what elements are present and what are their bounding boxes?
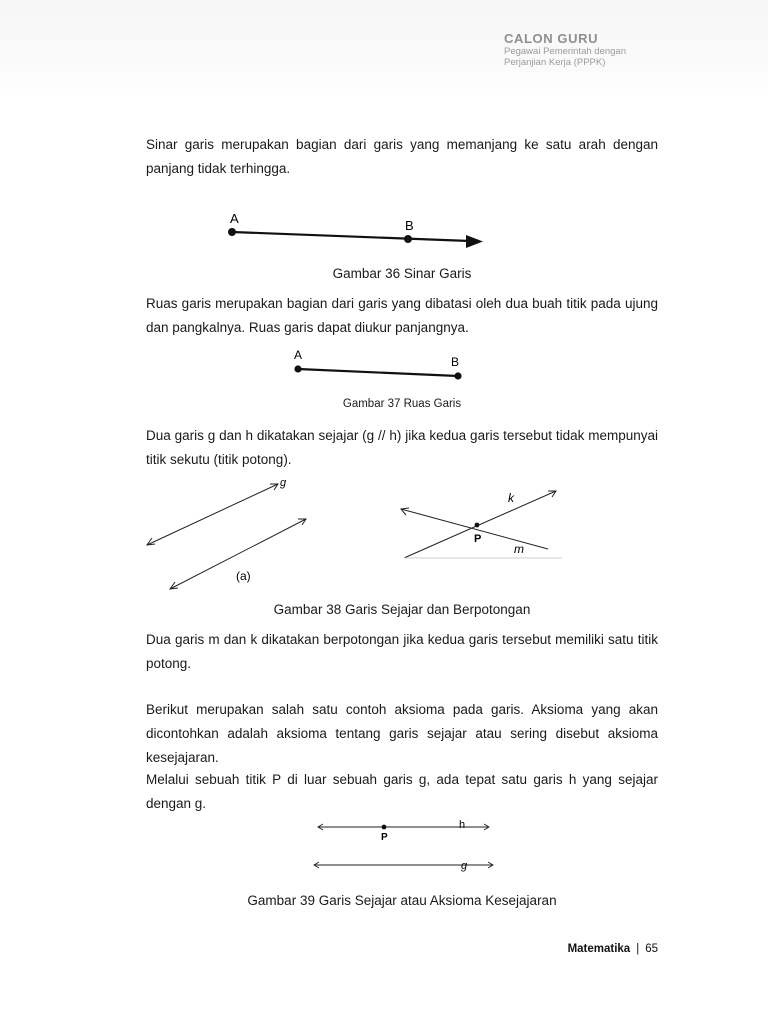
line-k	[404, 491, 556, 558]
intersecting-lines-diagram	[401, 491, 562, 558]
paragraph-garis-sejajar: Dua garis g dan h dikatakan sejajar (g // h) jika kedua garis tersebut tidak mempunyai titik sekutu (titik potong).	[146, 428, 658, 467]
paragraph-sinar-garis: Sinar garis merupakan bagian dari garis yang memanjang ke satu arah dengan panjang tidak terhingga.	[146, 137, 658, 176]
ray-arrowhead	[466, 235, 483, 248]
point-p-axiom	[382, 825, 387, 830]
ray-line	[232, 232, 470, 241]
segment-point-b	[454, 372, 461, 379]
paragraph-aksioma: Berikut merupakan salah satu contoh aksioma pada garis. Aksioma yang akan dicontohkan adalah aksioma tentang garis sejajar atau sering disebut aksioma kesejajaran.	[146, 702, 658, 765]
footer-separator: |	[636, 943, 640, 955]
segment-point-a	[294, 365, 301, 372]
label-b: B	[405, 218, 414, 233]
paragraph-berpotongan: Dua garis m dan k dikatakan berpotongan jika kedua garis tersebut memiliki satu titik potong.	[146, 632, 658, 671]
caption-figure-36: Gambar 36 Sinar Garis	[332, 266, 472, 281]
point-p-intersection	[475, 523, 480, 528]
label-k: k	[508, 491, 514, 505]
header-title: CALON GURU	[504, 31, 599, 46]
arrow-m-left	[401, 508, 409, 515]
caption-figure-39: Gambar 39 Garis Sejajar atau Aksioma Kesejajaran	[247, 893, 557, 908]
label-p: P	[474, 533, 482, 545]
label-h: h	[459, 819, 466, 831]
segment-label-b: B	[451, 355, 460, 369]
paragraph-melalui-titik-p: Melalui sebuah titik P di luar sebuah garis g, ada tepat satu garis h yang sejajar dengan g.	[146, 772, 658, 811]
footer-subject: Matematika	[567, 943, 631, 955]
header-subtitle-line1: Pegawai Pemerintah dengan	[504, 46, 627, 57]
header-subtitle-line2: Perjanjian Kerja (PPPK)	[504, 57, 606, 68]
segment-label-a: A	[294, 348, 303, 362]
page-number: 65	[645, 943, 658, 955]
point-a	[228, 228, 236, 236]
parallel-lines-diagram	[147, 477, 306, 589]
label-m: m	[514, 542, 524, 556]
parallel-line-upper	[147, 484, 278, 545]
label-a: A	[230, 211, 239, 226]
page-footer	[568, 943, 658, 955]
caption-figure-38: Gambar 38 Garis Sejajar dan Berpotongan	[273, 602, 531, 617]
label-g-parallel: g	[280, 477, 287, 489]
paragraph-ruas-garis: Ruas garis merupakan bagian dari garis yang dibatasi oleh dua buah titik pada ujung dan pangkalnya. Ruas garis dapat diukur panjangnya.	[146, 296, 658, 335]
label-p-axiom: P	[381, 832, 388, 843]
sinar-garis-diagram	[228, 211, 483, 248]
segment-line	[298, 369, 458, 376]
label-g-axiom: g	[461, 860, 468, 872]
aksioma-kesejajaran-diagram	[314, 819, 493, 872]
caption-figure-37: Gambar 37 Ruas Garis	[342, 398, 462, 410]
ruas-garis-diagram	[294, 348, 462, 380]
label-a-sub: (a)	[236, 569, 251, 583]
point-b	[404, 235, 412, 243]
